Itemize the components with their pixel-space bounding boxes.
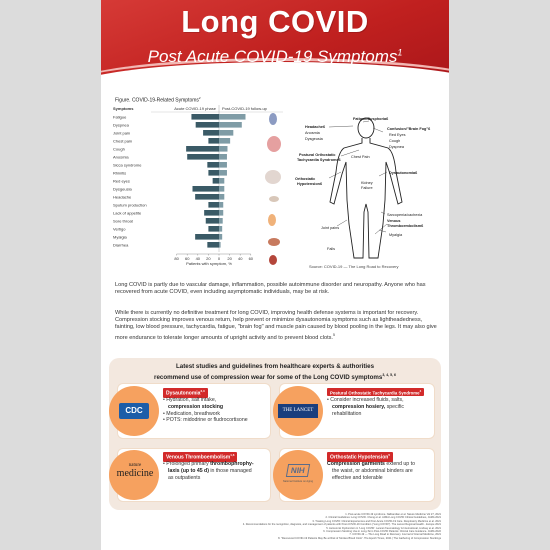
post-bar (219, 194, 224, 200)
acute-bar (206, 218, 219, 224)
card-title-pots: Postural Orthostatic Tachycardia Syndrome$^4$ (327, 388, 424, 396)
card-text-vte: • Prolonged primary thrombophrophy- laxis (up to 45 d) in those managed as outpatients (163, 461, 254, 481)
category-label: Vertigo (113, 226, 126, 232)
body-symptom-label: Anosmia (305, 131, 320, 135)
card-text-dysautonomia: • Hydration, salt intake, compression stocking • Medication, breathwork • POTS: midodrine or fludrocortisone (163, 397, 248, 424)
category-label: Diarrhea (113, 242, 129, 248)
acute-bar (193, 186, 220, 192)
body-symptom-label: Myalgia (389, 233, 403, 237)
x-tick-label: 20 (206, 256, 211, 261)
category-label: Dysgeusia (113, 186, 132, 192)
post-bar (219, 202, 223, 208)
acute-bar (187, 154, 219, 160)
card-title-dysautonomia: Dysautonomia$^{2,3}$ (163, 388, 208, 398)
reference-item: 3. Treating Long COVID: Clinical Experiences and Post-Acute COVID-19 Care. Respiratory Medicine et al. 2021 (312, 519, 441, 523)
body-symptom-label: Postural Orthostatic (299, 153, 336, 157)
header-banner (101, 0, 449, 92)
body-symptom-label: Dysautonomia6 (389, 171, 418, 175)
acute-bar (207, 242, 219, 248)
post-bar (219, 178, 224, 184)
post-bar (219, 154, 227, 160)
post-bar (219, 170, 227, 176)
left-series-label: Acute COVID-19 phase (174, 106, 216, 111)
body-symptom-label: Chest Pain (351, 155, 370, 159)
references (211, 513, 441, 540)
card-title-vte: Venous Thromboembolism$^{1,6}$ (163, 452, 237, 462)
x-axis-label: Patients with symptom, % (186, 261, 232, 266)
category-label: Dyspnea (113, 122, 129, 128)
acute-bar (208, 170, 219, 176)
stomach-icon (268, 238, 280, 246)
body-symptom-label: Kidney (361, 181, 373, 185)
body-symptom-label: Thromboembolism6 (387, 224, 424, 228)
panel-heading: Latest studies and guidelines from healthcare experts & authorities recommend use of compression wear for some of the Long COVID symptoms$^{3, 4, 5, 6}$ (154, 363, 396, 382)
category-label: Sore throat (113, 218, 133, 224)
symptoms-bar-chart (111, 102, 286, 284)
category-label: Sicca syndrome (113, 162, 142, 168)
post-bar (219, 242, 221, 248)
leader-line (329, 126, 353, 127)
category-label: Lack of appetite (113, 210, 142, 216)
acute-bar (207, 162, 219, 168)
body-symptom-label: Orthostatic (295, 177, 316, 181)
x-tick-label: 40 (237, 256, 243, 261)
category-label: Headache (113, 194, 132, 200)
acute-bar (204, 210, 219, 216)
page-subtitle: Post Acute COVID-19 Symptoms$^1$ (147, 47, 403, 66)
body-symptom-label: Joint pains (321, 226, 340, 230)
column-header: Symptoms (113, 106, 134, 111)
reference-item: 6. Compression Stocking Use in Long-Term Post-COVID Patients: Clinical Care Guidance. JAMA 2022 (323, 530, 441, 534)
acute-bar (196, 122, 219, 128)
figure-title: Figure. COVID-19-Related Symptoms$^2$ (115, 96, 201, 104)
card-text-pots: • Consider increased fluids, salts, compression hosiery, specific rehabilitation (327, 397, 404, 417)
category-label: Sputum production (113, 202, 147, 208)
category-label: Cough (113, 146, 125, 152)
post-bar (219, 130, 233, 136)
body-symptom-label: Cough (389, 139, 401, 143)
nature-medicine-logo: nature medicine (116, 463, 154, 479)
leader-line (337, 220, 347, 226)
muscle-icon (269, 255, 277, 265)
body-symptom-label: Red Eyes (389, 133, 406, 137)
intro-paragraph: Long COVID is partly due to vascular damage, inflammation, possible autoimmune disorder and neuropathy. Anyone who has recovered from acute COVID, even including asymptomatic individuals, may be at risk. (115, 282, 426, 296)
acute-bar (203, 130, 219, 136)
post-bar (219, 226, 222, 232)
card-title-orthostatic: Orthostatic Hypotension$^5$ (327, 452, 393, 462)
nih-logo: NIH National Institute on Aging (282, 466, 314, 483)
card-text-orthostatic: Compression garments extend up to the waist, or abdominal binders are effective and tolerable (327, 461, 415, 481)
lancet-logo: THE LANCET (278, 404, 318, 418)
body-symptom-label: Tachycardia Syndrome6 (297, 158, 341, 162)
reference-item: 4. Recommendations for the recognition, diagnosis, and management of patients with Post-COVID-19 Condition ("Long COVID"). The Lancet Regional Health - Europe 2021 (242, 523, 441, 527)
x-tick-label: 80 (174, 256, 179, 261)
treatment-paragraph: While there is currently no definitive treatment for long COVID, improving health defense systems is important for recovery. Compression stocking improves venous return, help prevent or minimize dysautonomia symptoms such as lightheadedness, fainting, low blood pressure, tachycardia, fatigue, "brain fog" and muscle pain caused by blood pooling in the legs. It may also give more endurance to tolerate longer amounts of upright activity and to prevent blood clots.$^5$ (115, 310, 437, 341)
page-title: Long COVID (181, 4, 369, 39)
body-symptom-label: Dyspnea (389, 145, 404, 149)
category-label: Joint pain (113, 130, 131, 136)
post-bar (219, 162, 227, 168)
fatigue-person-icon (269, 113, 277, 125)
post-bar (219, 114, 246, 120)
reference-item: 1. Post-acute COVID-19 syndrome. Nalbandian et al. Nature Medicine Vol 27, 2021 (345, 513, 441, 516)
lungs-icon (267, 136, 281, 152)
x-tick-label: 60 (248, 256, 254, 261)
body-symptom-label: Venous (387, 219, 401, 223)
body-symptom-label: Sarcopenia/cachexia (387, 213, 423, 217)
body-symptom-label: Headache6 (305, 125, 326, 129)
category-label: Anosmia (113, 154, 129, 160)
body-symptom-label: Fatigue/Dysphoria6 (353, 117, 389, 121)
head-outline (358, 118, 374, 138)
leader-line (375, 224, 387, 234)
x-tick-label: 20 (227, 256, 232, 261)
leader-line (373, 128, 383, 132)
figure-source: Source: COVID-19 — The Long Road to Recovery (309, 264, 399, 269)
reference-item: 7. COVID-19 — The Long Road to Recovery. Journal of Internal Medicine, 2021 (349, 533, 441, 537)
hand-icon (268, 214, 276, 226)
right-series-label: Post-COVID-19 follow-up (222, 106, 267, 111)
reference-item: 5. Autonomic Dysfunction in 'Long COVID'. Lancet rheumatology & International, Lindsay et al. 2021 (326, 526, 441, 530)
acute-bar (213, 178, 219, 184)
body-symptom-label: Confusion/"Brain Fog"6 (387, 127, 431, 131)
post-bar (219, 210, 223, 216)
acute-bar (208, 226, 219, 232)
leader-line (363, 121, 369, 122)
category-label: Myalgia (113, 234, 127, 240)
acute-bar (208, 202, 219, 208)
brain-icon (265, 170, 281, 184)
body-symptom-label: Failure (361, 186, 373, 190)
cdc-logo: CDC (119, 403, 149, 419)
post-bar (219, 218, 223, 224)
x-tick-label: 0 (217, 256, 221, 261)
category-label: Fatigue (113, 114, 127, 120)
eye-icon (269, 196, 279, 202)
category-label: Rhinitis (113, 170, 127, 176)
body-symptom-label: Dysgeusia (305, 137, 323, 141)
acute-bar (195, 234, 219, 240)
acute-bar (195, 194, 219, 200)
acute-bar (186, 146, 219, 152)
post-bar (219, 122, 242, 128)
acute-bar (208, 138, 219, 144)
reference-item: 2. Clinical Guidelines: Long COVID. Cheng et al. JAMA Long COVID Clinical Guidelines, JAMA 2021 (325, 516, 441, 520)
human-body-figure (291, 112, 441, 262)
body-symptom-label: Falls (327, 247, 336, 251)
reference-item: 8. "Recovered COVID-19 Patients May Be at Risk of Strokes Blood Clots". The Epoch Times, 2021 | The Gathering of Compression Stockings (278, 536, 441, 540)
post-bar (219, 186, 224, 192)
category-label: Red eyes (113, 178, 130, 184)
acute-bar (191, 114, 219, 120)
post-bar (219, 138, 230, 144)
x-tick-label: 60 (184, 256, 190, 261)
category-label: Chest pain (113, 138, 133, 144)
x-tick-label: 40 (195, 256, 201, 261)
post-bar (219, 234, 222, 240)
body-symptom-label: Hypotension6 (297, 182, 323, 186)
poster-page (101, 0, 449, 550)
post-bar (219, 146, 227, 152)
